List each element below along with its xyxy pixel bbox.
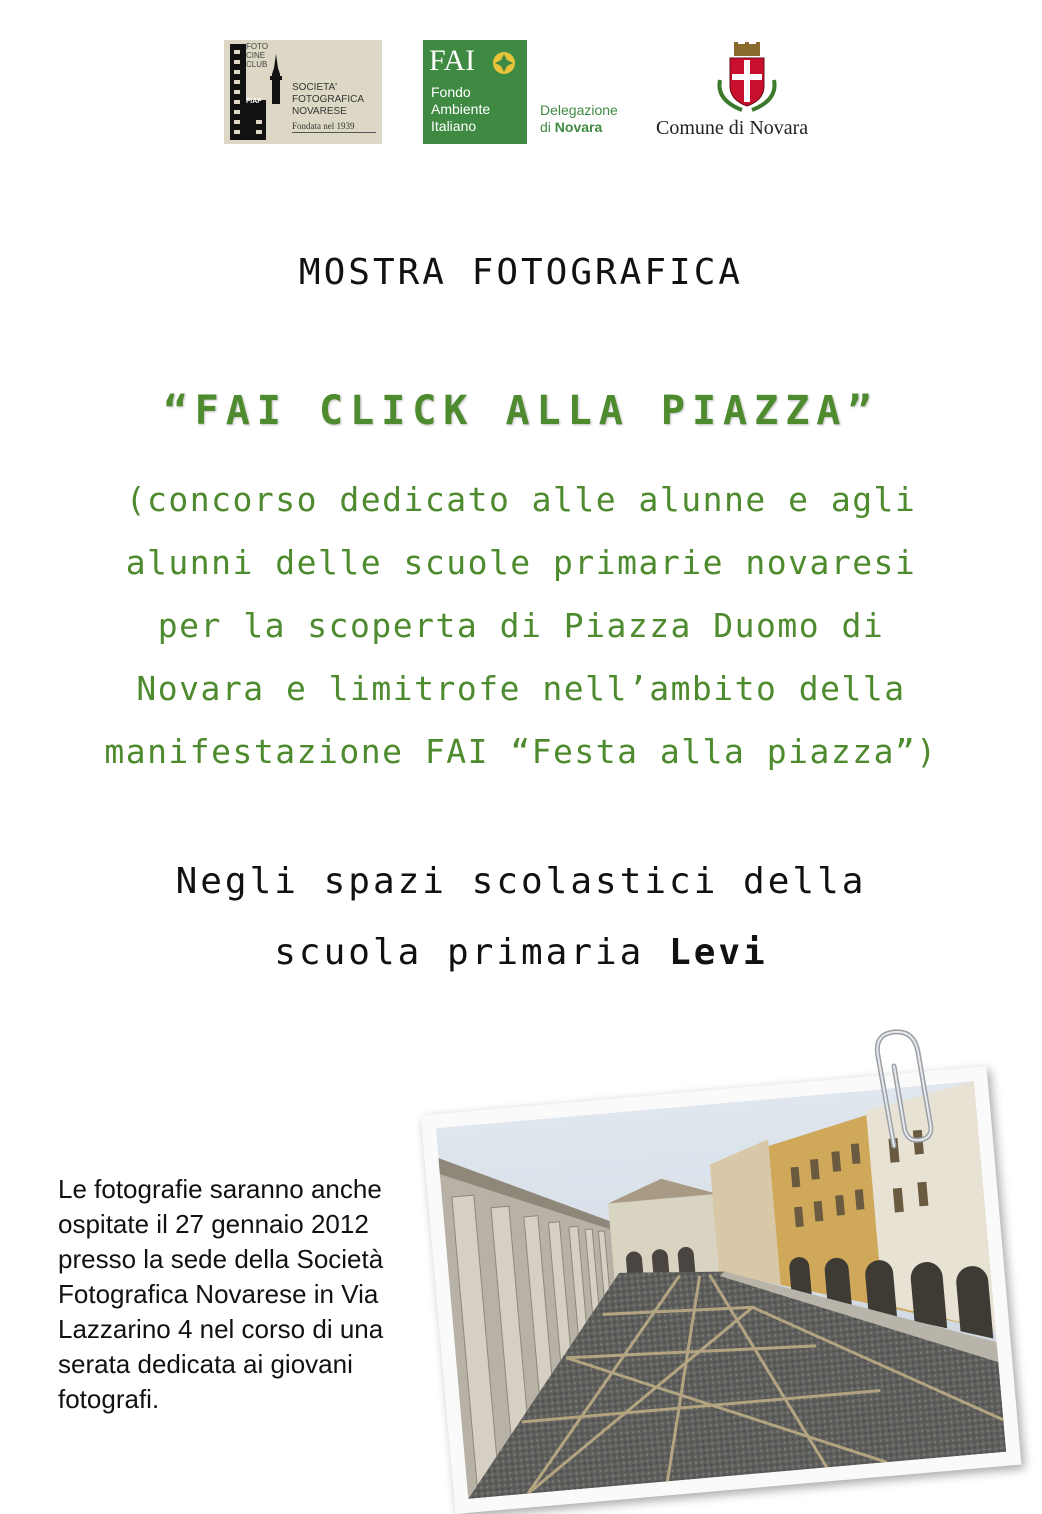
event-description xyxy=(0,468,1042,783)
fai-emblem-icon xyxy=(491,50,517,76)
description-line: per la scoperta di Piazza Duomo di xyxy=(157,606,885,645)
coat-of-arms-icon xyxy=(712,40,782,114)
sfn-small-line: CLUB xyxy=(246,60,268,69)
sfn-name xyxy=(292,82,364,118)
description-line: Novara e limitrofe nell’ambito della xyxy=(136,669,906,708)
delegation-line: Delegazione xyxy=(540,102,618,118)
school-name: Levi xyxy=(669,932,768,973)
foto-cine-club-label xyxy=(246,42,269,69)
sfn-small-line: FOTO xyxy=(246,42,269,51)
exhibition-note: Le fotografie saranno anche ospitate il 27 gennaio 2012 presso la sede della Società Fotografica Novarese in Via Lazzarino 4 nel corso di una serata dedicata ai giovani fotografi. xyxy=(58,1174,384,1414)
delegation-city: Novara xyxy=(554,119,603,135)
paperclip-icon xyxy=(864,1026,944,1156)
venue xyxy=(0,846,1042,988)
divider xyxy=(292,132,376,133)
description-line: (concorso dedicato alle alunne e agli xyxy=(125,480,917,519)
fai-logo xyxy=(423,40,527,144)
fai-subtitle xyxy=(431,84,490,135)
societa-fotografica-novarese-logo xyxy=(224,40,382,144)
venue-line: Negli spazi scolastici della xyxy=(175,861,867,902)
venue-prefix: scuola primaria xyxy=(274,932,670,973)
fai-sub-line: Fondo xyxy=(431,84,471,100)
tower-icon xyxy=(266,54,286,104)
fiaf-label: FIAF xyxy=(246,98,262,105)
sfn-name-line: SOCIETA' xyxy=(292,82,338,93)
description-line: manifestazione FAI “Festa alla piazza”) xyxy=(104,732,938,771)
delegation-line xyxy=(540,119,618,136)
delegation-prefix: di xyxy=(540,119,555,135)
sfn-name-line: FOTOGRAFICA xyxy=(292,94,365,105)
fai-sub-line: Ambiente xyxy=(431,101,491,117)
comune-name: Comune di Novara xyxy=(656,117,809,139)
sfn-small-line: CINE xyxy=(246,51,266,60)
sfn-name-line: NOVARESE xyxy=(292,106,347,117)
fai-delegation xyxy=(540,102,618,136)
fai-sub-line: Italiano xyxy=(431,118,477,134)
fai-title: FAI xyxy=(429,44,476,77)
event-title: “FAI CLICK ALLA PIAZZA” xyxy=(163,388,879,434)
venue-line xyxy=(0,917,1042,988)
sfn-founded: Fondata nel 1939 xyxy=(292,121,355,131)
description-line: alunni delle scuole primarie novaresi xyxy=(125,543,917,582)
comune-di-novara-logo xyxy=(650,40,850,144)
page-heading: MOSTRA FOTOGRAFICA xyxy=(298,252,744,293)
